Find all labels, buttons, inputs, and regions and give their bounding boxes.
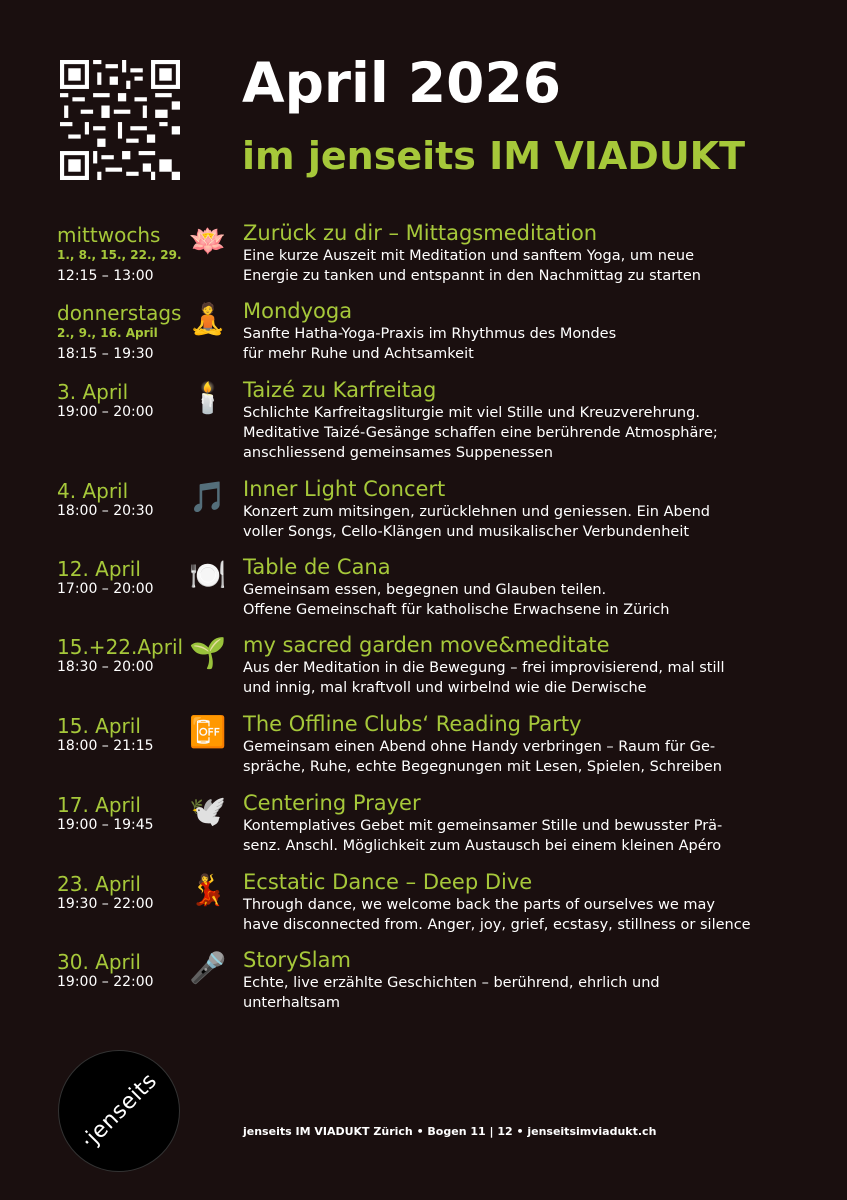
event-description: Schlichte Karfreitagsliturgie mit viel Stille und Kreuzverehrung. Meditative Taizé-Gesänge schaffen eine berührende Atmosphäre; anschliessend gemeinsames Suppenessen <box>243 405 718 461</box>
microphone-icon: 🎤 <box>189 951 227 986</box>
event-days: 2., 9., 16. April <box>57 326 158 340</box>
music-note-icon: 🎵 <box>189 480 227 515</box>
candle-icon: 🕯️ <box>189 381 227 416</box>
event-description: Eine kurze Auszeit mit Meditation und sanftem Yoga, um neue Energie zu tanken und entspannt in den Nachmittag zu starten <box>243 248 701 284</box>
event-title: Table de Cana <box>243 555 391 579</box>
event-time: 18:15 – 19:30 <box>57 346 154 362</box>
event-date: 23. April <box>57 872 141 896</box>
event-time: 18:30 – 20:00 <box>57 659 154 675</box>
lotus-icon: 🪷 <box>189 224 227 259</box>
event-description: Sanfte Hatha-Yoga-Praxis im Rhythmus des Mondes für mehr Ruhe und Achtsamkeit <box>243 326 617 362</box>
dove-icon: 🕊️ <box>189 794 227 829</box>
event-time: 18:00 – 21:15 <box>57 738 154 754</box>
qr-code-image <box>60 60 180 180</box>
plate-cutlery-icon: 🍽️ <box>189 558 227 593</box>
seedling-icon: 🌱 <box>189 636 227 671</box>
event-title: my sacred garden move&meditate <box>243 633 610 657</box>
event-title: StorySlam <box>243 948 351 972</box>
event-date: 15.+22.April <box>57 635 184 659</box>
event-date: 3. April <box>57 380 129 404</box>
event-description: Through dance, we welcome back the parts of ourselves we may have disconnected from. Anger, joy, grief, ecstasy, stillness or silence <box>243 897 751 933</box>
event-time: 18:00 – 20:30 <box>57 503 154 519</box>
event-days: 1., 8., 15., 22., 29. <box>57 248 182 262</box>
event-description: Echte, live erzählte Geschichten – berührend, ehrlich und unterhaltsam <box>243 975 660 1011</box>
event-date: 12. April <box>57 557 141 581</box>
event-description: Gemeinsam einen Abend ohne Handy verbringen – Raum für Ge- spräche, Ruhe, echte Begegnungen mit Lesen, Spielen, Schreiben <box>243 739 722 775</box>
event-description: Kontemplatives Gebet mit gemeinsamer Stille und bewusster Prä- senz. Anschl. Möglichkeit zum Austausch bei einem kleinen Apéro <box>243 818 723 854</box>
logo-text: ·jenseits <box>76 1068 162 1154</box>
event-time: 19:00 – 20:00 <box>57 404 154 420</box>
event-time: 19:00 – 22:00 <box>57 974 154 990</box>
event-time: 17:00 – 20:00 <box>57 581 154 597</box>
event-title: The Offline Clubs‘ Reading Party <box>243 712 582 736</box>
page-title: April 2026 <box>242 51 561 115</box>
event-description: Gemeinsam essen, begegnen und Glauben teilen. Offene Gemeinschaft für katholische Erwachsene in Zürich <box>243 582 670 618</box>
event-time: 12:15 – 13:00 <box>57 268 154 284</box>
event-date: 15. April <box>57 714 141 738</box>
event-date: 17. April <box>57 793 141 817</box>
event-description: Aus der Meditation in die Bewegung – frei improvisierend, mal still und innig, mal kraftvoll und wirbelnd wie die Derwische <box>243 660 725 696</box>
event-title: Centering Prayer <box>243 791 421 815</box>
event-title: Taizé zu Karfreitag <box>243 378 437 402</box>
event-title: Zurück zu dir – Mittagsmeditation <box>243 221 598 245</box>
event-date: donnerstags <box>57 301 182 325</box>
event-title: Inner Light Concert <box>243 477 446 501</box>
event-time: 19:00 – 19:45 <box>57 817 154 833</box>
page-subtitle: im jenseits IM VIADUKT <box>242 134 746 178</box>
dancer-icon: 💃 <box>189 873 227 908</box>
event-time: 19:30 – 22:00 <box>57 896 154 912</box>
jenseits-logo <box>33 1025 206 1198</box>
event-title: Ecstatic Dance – Deep Dive <box>243 870 533 894</box>
event-title: Mondyoga <box>243 299 353 323</box>
event-date: 30. April <box>57 950 141 974</box>
yoga-person-icon: 🧘 <box>189 302 227 337</box>
event-date: mittwochs <box>57 223 161 247</box>
event-date: 4. April <box>57 479 129 503</box>
phone-off-icon: 📴 <box>189 715 227 750</box>
footer-address: jenseits IM VIADUKT Zürich • Bogen 11 | 12 • jenseitsimviadukt.ch <box>243 1125 657 1138</box>
event-description: Konzert zum mitsingen, zurücklehnen und geniessen. Ein Abend voller Songs, Cello-Klängen und musikalischer Verbundenheit <box>243 504 711 540</box>
